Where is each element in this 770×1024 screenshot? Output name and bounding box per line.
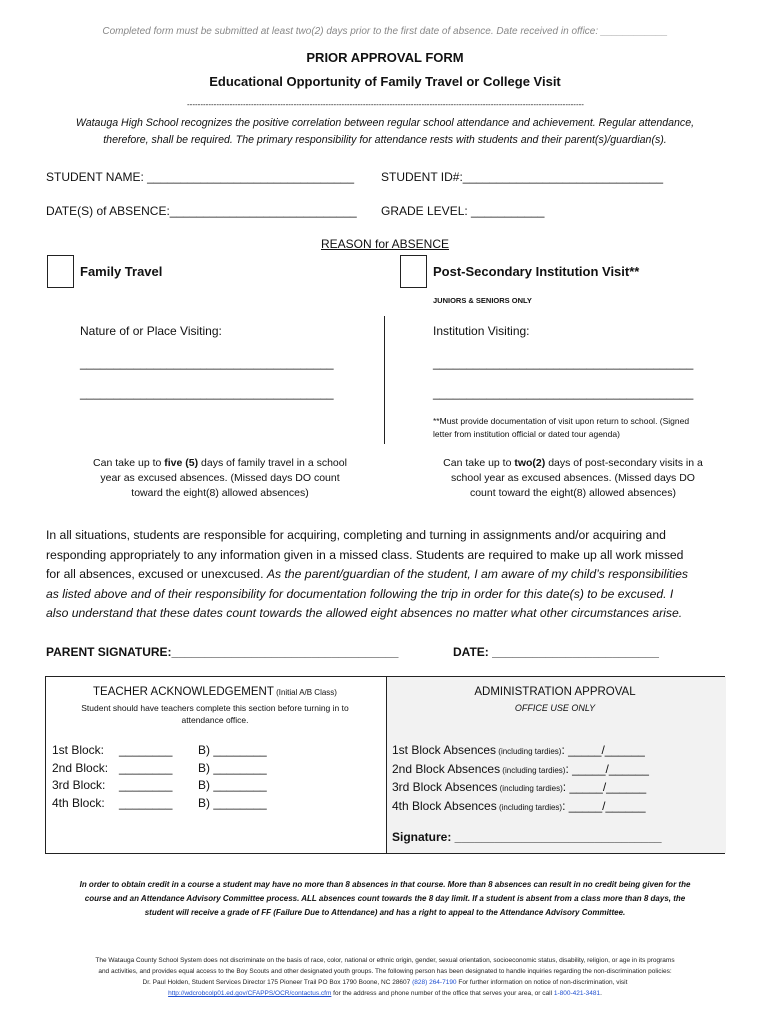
college-note-line2: school year as excused absences. (Missed days DO bbox=[451, 472, 695, 484]
absence-note: (including tardies) bbox=[496, 747, 562, 756]
absence-label: 2nd Block Absences bbox=[392, 761, 501, 776]
nature-visiting-line2[interactable]: ______________________________________ bbox=[80, 386, 334, 400]
header-divider: ----------------------------------------------------------------------------------------------------------------------------------------------------- bbox=[187, 100, 584, 109]
non-discrimination-footer bbox=[10, 955, 760, 999]
nature-visiting-line1[interactable]: ______________________________________ bbox=[80, 356, 334, 370]
responsibility-line5: also understand that these dates count towards the allowed eight absences no matter what other circumstances arise. bbox=[46, 606, 683, 620]
documentation-note-line2: letter from institution official or dated tour agenda) bbox=[433, 429, 620, 439]
teacher-ack-title-main: TEACHER ACKNOWLEDGEMENT bbox=[93, 686, 274, 698]
college-note-days: two(2) bbox=[514, 457, 546, 469]
block-a-initial[interactable]: ________ bbox=[119, 778, 173, 792]
office-use-only-label: OFFICE USE ONLY bbox=[514, 703, 596, 713]
teacher-block-row bbox=[52, 777, 382, 795]
signature-date-field[interactable]: DATE: _________________________ bbox=[453, 645, 659, 659]
block-b-initial[interactable]: B) ________ bbox=[198, 795, 267, 810]
juniors-seniors-note: JUNIORS & SENIORS ONLY bbox=[433, 296, 532, 305]
block-a-initial[interactable]: ________ bbox=[119, 795, 173, 810]
block-b-initial[interactable]: B) ________ bbox=[198, 760, 267, 775]
admin-approval-title: ADMINISTRATION APPROVAL bbox=[474, 686, 636, 698]
college-visit-checkbox[interactable] bbox=[400, 255, 427, 288]
student-name-field[interactable]: STUDENT NAME: _______________________________ bbox=[46, 170, 355, 184]
block-label: 4th Block: bbox=[52, 795, 105, 810]
block-b-initial[interactable]: B) ________ bbox=[198, 743, 267, 757]
footer-line4-mid: for the address and phone number of the office that serves your area, or call bbox=[331, 990, 554, 997]
family-note-post: days of family travel in a school bbox=[198, 457, 347, 469]
family-travel-label: Family Travel bbox=[80, 264, 163, 279]
block-b-initial[interactable]: B) ________ bbox=[198, 778, 267, 792]
block-label: 2nd Block: bbox=[52, 760, 109, 775]
institution-visiting-label: Institution Visiting: bbox=[433, 324, 530, 338]
admin-absence-row bbox=[392, 742, 722, 761]
documentation-note-line1: **Must provide documentation of visit upon return to school. (Signed bbox=[433, 416, 690, 426]
responsibility-paragraph bbox=[46, 526, 736, 624]
credit-policy-note bbox=[20, 878, 750, 920]
absence-label: 3rd Block Absences bbox=[392, 780, 498, 794]
block-a-initial[interactable]: ________ bbox=[119, 760, 173, 775]
grade-level-field[interactable]: GRADE LEVEL: ___________ bbox=[381, 204, 545, 218]
footer-line3-post: For further information on notice of non-discrimination, visit bbox=[456, 979, 628, 986]
absence-dates-field[interactable]: DATE(S) of ABSENCE:____________________________ bbox=[46, 204, 357, 218]
parent-signature-field[interactable]: PARENT SIGNATURE:__________________________________ bbox=[46, 645, 399, 659]
teacher-block-row bbox=[52, 760, 382, 778]
responsibility-line1: In all situations, students are responsible for acquiring, completing and turning in assignments and/or acquiring and bbox=[46, 528, 666, 542]
absence-value[interactable]: : _____/______ bbox=[565, 761, 649, 776]
student-id-field[interactable]: STUDENT ID#:______________________________ bbox=[381, 170, 664, 184]
teacher-instructions-line1: Student should have teachers complete this section before turning in to bbox=[81, 703, 349, 713]
absence-note: (including tardies) bbox=[500, 765, 566, 775]
family-note-line3: toward the eight(8) allowed absences) bbox=[131, 487, 309, 499]
responsibility-line2: responding appropriately to any information given in a missed class. Students are required to make up all work missed bbox=[46, 547, 684, 562]
college-note-line3: count toward the eight(8) allowed absences) bbox=[469, 487, 677, 499]
reason-heading: REASON for ABSENCE bbox=[320, 237, 450, 251]
footer-line3-pre: Dr. Paul Holden, Student Services Director 175 Pioneer Trail PO Box 1790 Boone, NC 28607 bbox=[142, 979, 413, 986]
block-a-initial[interactable]: ________ bbox=[119, 743, 173, 757]
absence-value[interactable]: : _____/______ bbox=[562, 780, 647, 794]
institution-visiting-line1[interactable]: _______________________________________ bbox=[433, 356, 694, 370]
footer-line4-end: . bbox=[600, 990, 602, 997]
admin-absence-row bbox=[392, 779, 722, 798]
admin-absence-row bbox=[392, 761, 722, 780]
absence-value[interactable]: : _____/______ bbox=[561, 743, 645, 757]
footer-line2: and activities, and provides equal access to the Boy Scouts and other designated youth groups. The following person has been designated to handle inquiries regarding the non-discrimination policies: bbox=[98, 968, 672, 975]
teacher-ack-title-small: (Initial A/B Class) bbox=[273, 688, 337, 697]
teacher-block-rows bbox=[52, 742, 382, 812]
responsibility-line3-plain: for all absences, excused or unexcused. bbox=[46, 567, 267, 581]
footer-hotline-link[interactable]: 1-800-421-3481 bbox=[553, 990, 601, 997]
intro-text-line2: therefore, shall be required. The primary responsibility for attendance rests with students and their parent(s)/guardian(s). bbox=[103, 134, 667, 146]
family-travel-limit-note bbox=[52, 456, 388, 501]
responsibility-line3-italic: As the parent/guardian of the student, I am aware of my child’s responsibilities bbox=[266, 567, 689, 581]
submission-notice: Completed form must be submitted at least two(2) days prior to the first date of absence. Date received in office: ____________ bbox=[102, 26, 668, 37]
teacher-block-row bbox=[52, 795, 382, 813]
family-travel-checkbox[interactable] bbox=[47, 255, 74, 288]
block-label: 3rd Block: bbox=[52, 778, 106, 792]
credit-note-line1: In order to obtain credit in a course a student may have no more than 8 absences in that course. More than 8 absences can result in no credit being given for the bbox=[79, 880, 691, 889]
family-note-pre: Can take up to bbox=[93, 457, 165, 469]
admin-absence-rows bbox=[392, 742, 722, 816]
admin-absence-row bbox=[392, 798, 722, 817]
credit-note-line2: course and an Attendance Advisory Committee process. ALL absences count towards the 8 day limit. If a student is absent from a class more than 8 days, the bbox=[84, 894, 686, 903]
institution-visiting-line2[interactable]: _______________________________________ bbox=[433, 386, 694, 400]
responsibility-line4: as listed above and of their responsibility for documentation following the trip in order for this date(s) to be excused. I bbox=[46, 586, 674, 601]
college-note-post: days of post-secondary visits in a bbox=[545, 457, 703, 469]
absence-note: (including tardies) bbox=[497, 784, 563, 793]
college-visit-label: Post-Secondary Institution Visit** bbox=[433, 264, 640, 279]
teacher-ack-title bbox=[46, 686, 384, 698]
teacher-block-row bbox=[52, 742, 382, 760]
footer-phone-link[interactable]: (828) 264-7190 bbox=[412, 979, 457, 986]
form-title: PRIOR APPROVAL FORM bbox=[306, 50, 464, 65]
teacher-instructions-line2: attendance office. bbox=[181, 715, 249, 725]
teacher-instructions bbox=[46, 702, 384, 726]
intro-text-line1: Watauga High School recognizes the positive correlation between regular school attendance and achievement. Regular attendance, bbox=[75, 117, 695, 129]
absence-label: 1st Block Absences bbox=[392, 743, 497, 757]
college-note-pre: Can take up to bbox=[443, 457, 515, 469]
ocr-contact-link[interactable]: http://wdcrobcolp01.ed.gov/CFAPPS/OCR/contactus.cfm bbox=[168, 990, 332, 997]
college-visit-limit-note bbox=[405, 456, 741, 501]
family-note-line2: year as excused absences. (Missed days DO count bbox=[100, 472, 340, 484]
admin-signature-field[interactable]: Signature: _______________________________ bbox=[392, 830, 662, 844]
credit-note-line3: student will receive a grade of FF (Failure Due to Attendance) and has a right to appeal to the Attendance Advisory Committee. bbox=[144, 908, 626, 917]
nature-visiting-label: Nature of or Place Visiting: bbox=[80, 324, 222, 338]
absence-value[interactable]: : _____/______ bbox=[562, 798, 646, 813]
absence-note: (including tardies) bbox=[496, 802, 563, 812]
form-subtitle: Educational Opportunity of Family Travel or College Visit bbox=[209, 74, 561, 89]
block-label: 1st Block: bbox=[52, 743, 105, 757]
column-divider bbox=[384, 316, 385, 444]
absence-label: 4th Block Absences bbox=[392, 798, 497, 813]
footer-line1: The Watauga County School System does not discriminate on the basis of race, color, national or ethnic origin, gender, sexual orientation, socioeconomic status, disability, religion, or age in its programs bbox=[95, 957, 675, 964]
family-note-days: five (5) bbox=[164, 457, 199, 469]
